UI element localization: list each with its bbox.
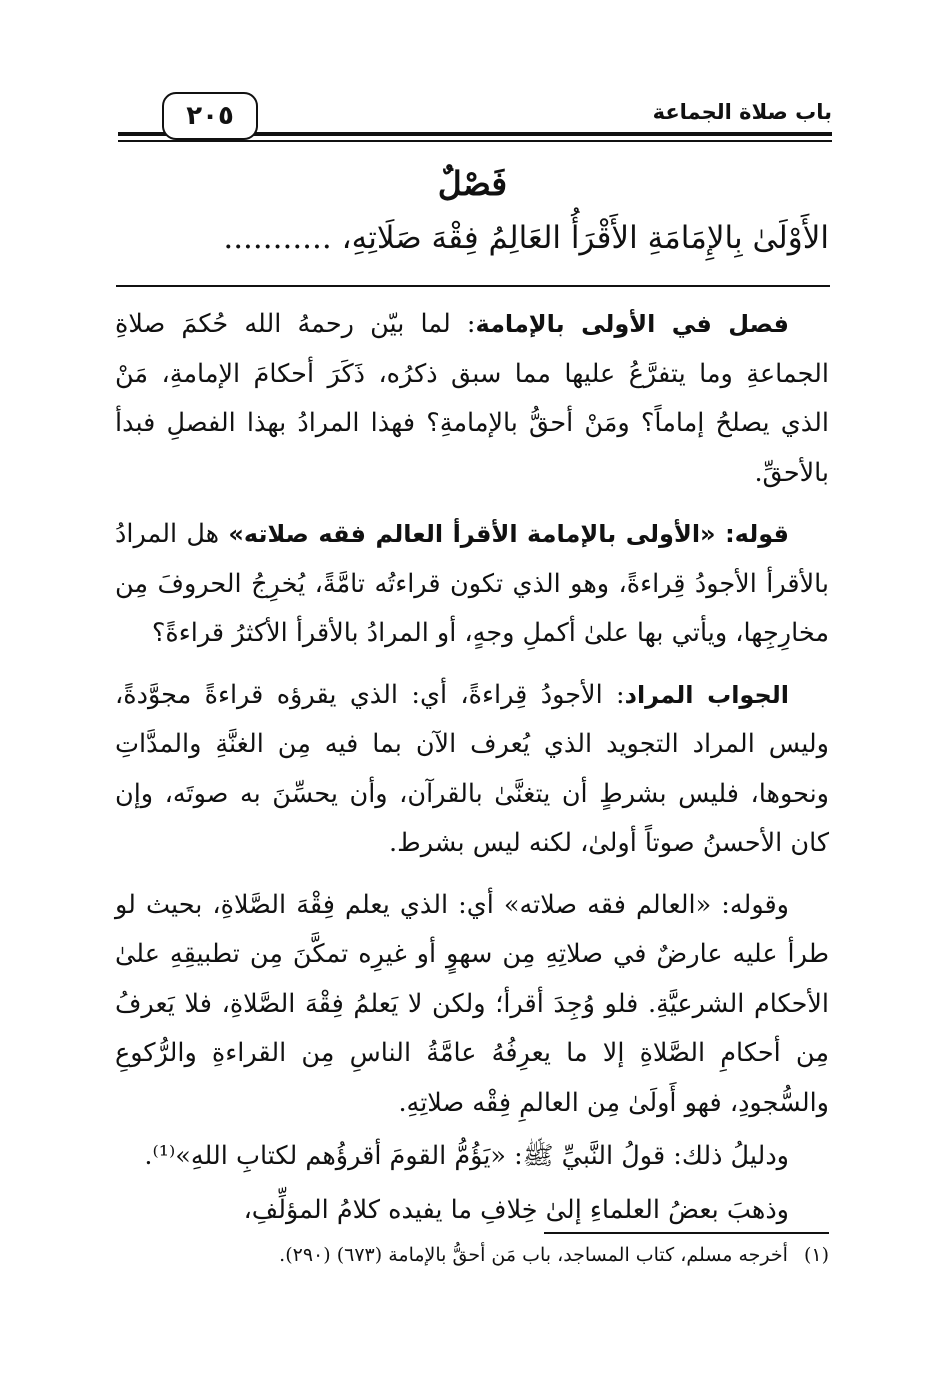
paragraph xyxy=(115,881,829,1129)
paragraph xyxy=(115,1132,829,1182)
paragraph-text: : لما بيّن رحمهُ الله حُكمَ صلاةِ الجماعةِ وما يتفرَّعُ عليها مما سبق ذكرُه، ذَكَرَ أحكامَ الإمامةِ، مَنْ الذي يصلحُ إماماً؟ ومَنْ أحقُّ بالإمامةِ؟ فهذا المرادُ بهذا الفصلِ فبدأ بالأحقِّ. xyxy=(115,309,829,488)
header-rule-thin xyxy=(118,140,832,142)
page-number: ٢٠٥ xyxy=(162,92,258,140)
footnote xyxy=(115,1244,829,1266)
footnote-text: أخرجه مسلم، كتاب المساجد، باب مَن أحقُّ بالإمامة (٦٧٣) (٢٩٠). xyxy=(279,1244,788,1266)
paragraph-text: وقوله: «العالم فقه صلاته» أي: الذي يعلم فِقْهَ الصَّلاةِ، بحيث لو طرأ عليه عارضٌ في صلاتِهِ مِن سهوٍ أو غيرِه تمكَّنَ مِن تطبيقِهِ علىٰ الأحكام الشرعيَّةِ. فلو وُجِدَ أقرأ؛ ولكن لا يَعلمُ فِقْهَ الصَّلاةِ، فلا يَعرفُ مِن أحكامِ الصَّلاةِ إلا ما يعرِفُهُ عامَّةُ الناسِ مِن القراءةِ والرُّكوعِ والسُّجودِ، فهو أَولَىٰ مِن العالمِ فِقْه صلاتِهِ. xyxy=(115,889,829,1118)
paragraph-text: هل المرادُ بالأقرأ الأجودُ قِراءةً، وهو الذي تكون قراءتُه تامَّةً، يُخرِجُ الحروفَ مِن مخارِجِها، ويأتي بها علىٰ أكملِ وجهٍ، أو المرادُ بالأقرأ الأكثرُ قراءةً؟ xyxy=(115,519,829,648)
paragraph-text: : الأجودُ قِراءةً، أي: الذي يقرؤه قراءةً مجوَّدةً، وليس المراد التجويد الذي يُعرف الآن بما فيه مِن الغنَّةِ والمدَّاتِ ونحوها، فليس بشرطٍ أن يتغنَّىٰ بالقرآن، وأن يحسِّنَ به صوتَه، وإن كان الأحسنُ صوتاً أولىٰ، لكنه ليس بشرط. xyxy=(115,679,829,858)
running-header xyxy=(118,92,832,152)
paragraph xyxy=(115,510,829,659)
footnote-divider xyxy=(544,1232,829,1234)
paragraph xyxy=(115,300,829,498)
paragraph xyxy=(115,1186,829,1236)
paragraph-lead: فصل في الأولى بالإمامة xyxy=(475,310,789,338)
matn-divider xyxy=(116,285,830,287)
paragraph-text: ودليلُ ذلك: قولُ النَّبيِّ ﷺ: «يَؤُمُّ القومَ أقرؤُهم لكتابِ اللهِ»⁽¹⁾. xyxy=(144,1141,789,1171)
matn-text: الأَوْلَىٰ بِالإِمَامَةِ الأَقْرَأُ العَالِمُ فِقْهَ صَلَاتِهِ، ........... xyxy=(223,220,829,256)
chapter-title: باب صلاة الجماعة xyxy=(652,100,832,124)
commentary xyxy=(115,300,829,1247)
paragraph-lead: قوله: «الأولى بالإمامة الأقرأ العالم فقه صلاته» xyxy=(228,520,789,548)
paragraph-text: وذهبَ بعضُ العلماءِ إلىٰ خِلافِ ما يفيده كلامُ المؤلِّفِ، xyxy=(243,1194,789,1225)
section-title: فَصْلٌ xyxy=(437,164,508,203)
footnote-number: (١) xyxy=(803,1244,829,1266)
paragraph-lead: الجواب المراد xyxy=(624,680,789,709)
paragraph xyxy=(115,671,829,869)
